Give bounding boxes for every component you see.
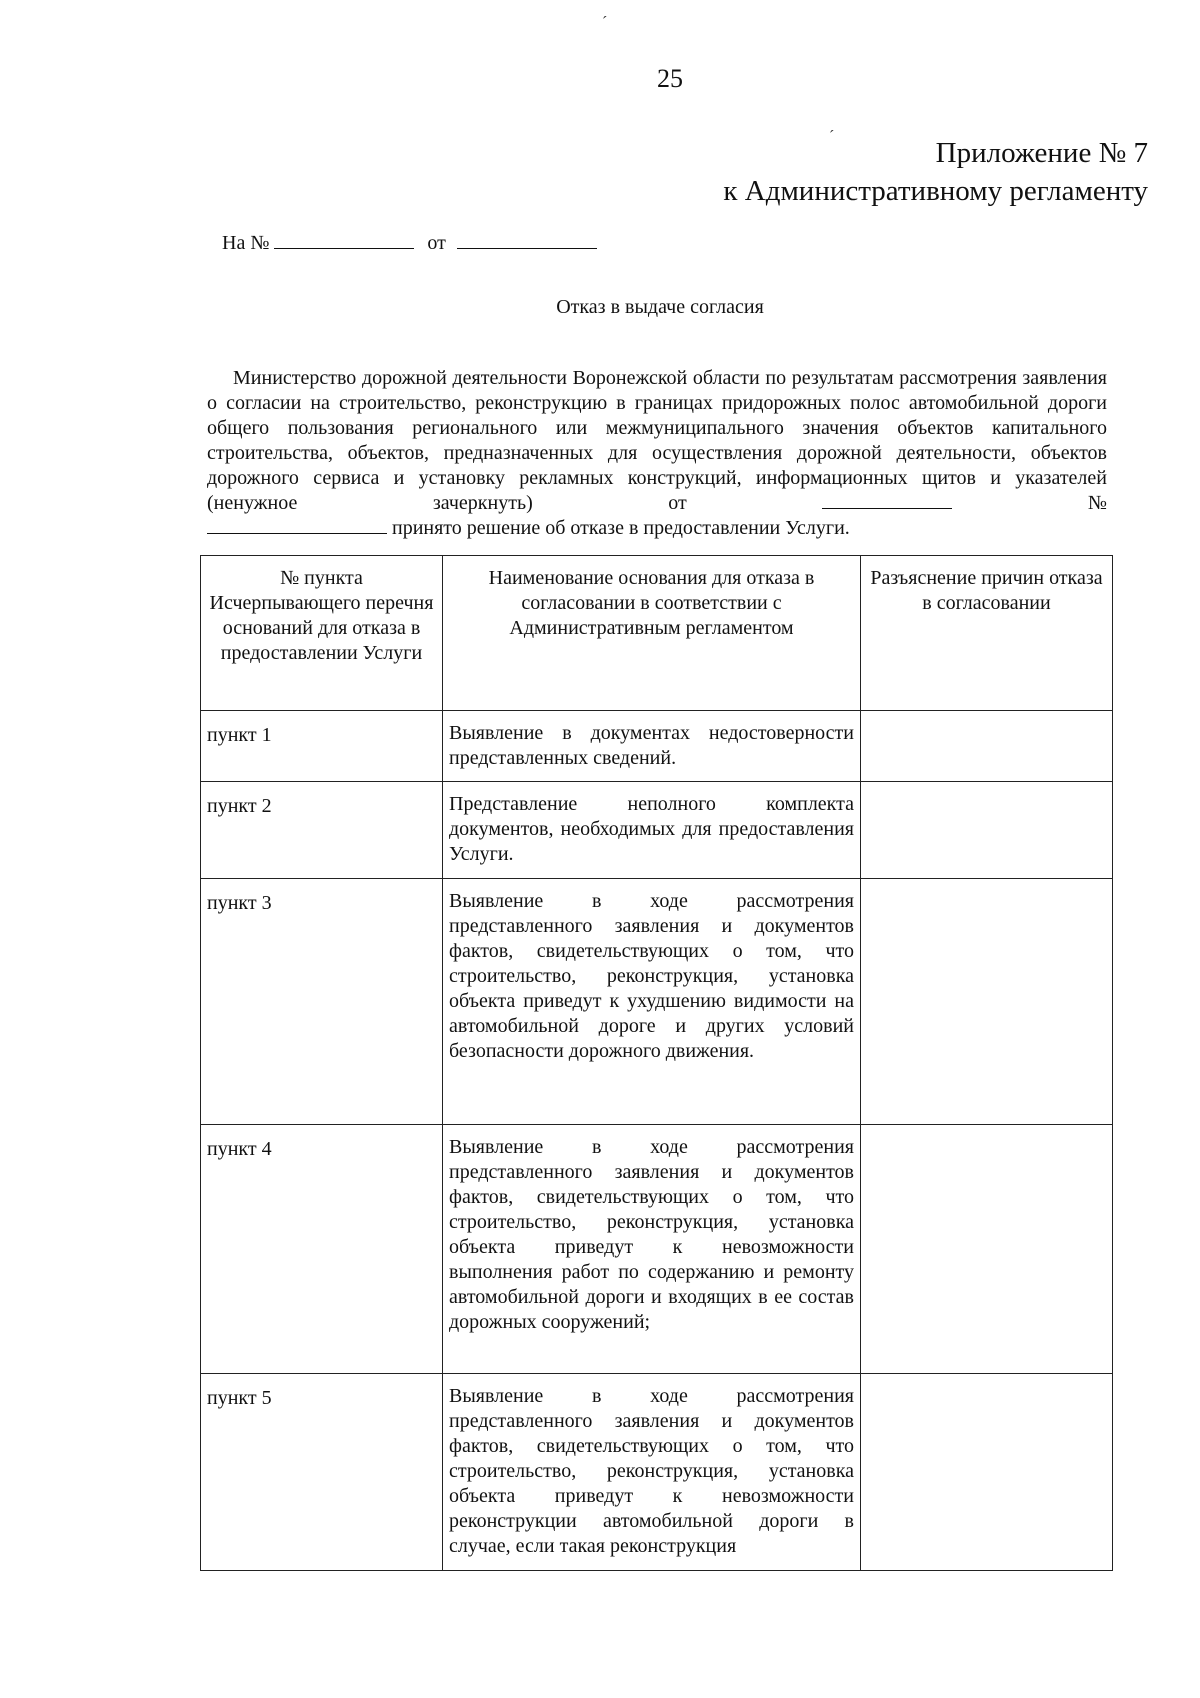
row-reason: Выявление в ходе рассмотрения представленного заявления и документов фактов, свидетельствующих о том, что строительство, реконструкция, установка объекта приведут к ухудшению видимости на автомобильной дороге и других условий безопасности дорожного движения. <box>443 879 861 1125</box>
row-item: пункт 5 <box>201 1374 443 1571</box>
table-row <box>201 1374 1113 1571</box>
row-reason: Выявление в документах недостоверности представленных сведений. <box>443 711 861 782</box>
header-item-number: № пункта Исчерпывающего перечня оснований для отказа в предоставлении Услуги <box>201 556 443 711</box>
row-item: пункт 3 <box>201 879 443 1125</box>
header-explanation: Разъяснение причин отказа в согласовании <box>861 556 1113 711</box>
refusal-table <box>200 555 1113 1571</box>
reference-date-label: от <box>427 232 446 254</box>
row-reason: Выявление в ходе рассмотрения представленного заявления и документов фактов, свидетельствующих о том, что строительство, реконструкция, установка объекта приведут к невозможности реконструкции автомобильной дороги в случае, если такая реконструкция <box>443 1374 861 1571</box>
table-row <box>201 1125 1113 1374</box>
row-explanation <box>861 879 1113 1125</box>
row-explanation <box>861 1374 1113 1571</box>
appendix-line-1: Приложение № 7 <box>935 137 1148 169</box>
table-row <box>201 782 1113 879</box>
row-item: пункт 2 <box>201 782 443 879</box>
row-reason: Представление неполного комплекта документов, необходимых для предоставления Услуги. <box>443 782 861 879</box>
reference-number-blank <box>274 234 414 249</box>
page-number: 25 <box>657 64 683 93</box>
reference-line <box>222 232 597 255</box>
table-header-row <box>201 556 1113 711</box>
appendix-line-2: к Административному регламенту <box>723 175 1148 207</box>
appendix-header <box>723 134 1148 210</box>
row-item: пункт 4 <box>201 1125 443 1374</box>
row-reason: Выявление в ходе рассмотрения представленного заявления и документов фактов, свидетельствующих о том, что строительство, реконструкция, установка объекта приведут к невозможности выполнения работ по содержанию и ремонту автомобильной дороги и входящих в ее состав дорожных сооружений; <box>443 1125 861 1374</box>
row-item: пункт 1 <box>201 711 443 782</box>
scan-mark: ˊ <box>602 14 608 31</box>
intro-number-sign: № <box>1087 492 1107 514</box>
intro-ending: принято решение об отказе в предоставлении Услуги. <box>392 517 850 539</box>
reference-date-blank <box>457 234 597 249</box>
document-title: Отказ в выдаче согласия <box>556 296 764 318</box>
intro-last-line <box>207 517 850 540</box>
scan-mark: ˊ <box>829 128 835 145</box>
table-row <box>201 879 1113 1125</box>
row-explanation <box>861 782 1113 879</box>
header-reason: Наименование основания для отказа в согласовании в соответствии с Административным регламентом <box>443 556 861 711</box>
intro-number-blank <box>207 519 387 534</box>
row-explanation <box>861 711 1113 782</box>
row-explanation <box>861 1125 1113 1374</box>
intro-paragraph <box>207 366 1107 516</box>
intro-date-blank <box>822 494 952 509</box>
reference-number-label: На № <box>222 232 270 254</box>
intro-text: Министерство дорожной деятельности Воронежской области по результатам рассмотрения заявления о согласии на строительство, реконструкцию в границах придорожных полос автомобильной дороги общего пользования регионального или межмуниципального значения объектов капитального строительства, объектов, предназначенных для осуществления дорожной деятельности, объектов дорожного сервиса и установку рекламных конструкций, информационных щитов и указателей (ненужное зачеркнуть) от <box>207 367 1107 514</box>
table-row <box>201 711 1113 782</box>
